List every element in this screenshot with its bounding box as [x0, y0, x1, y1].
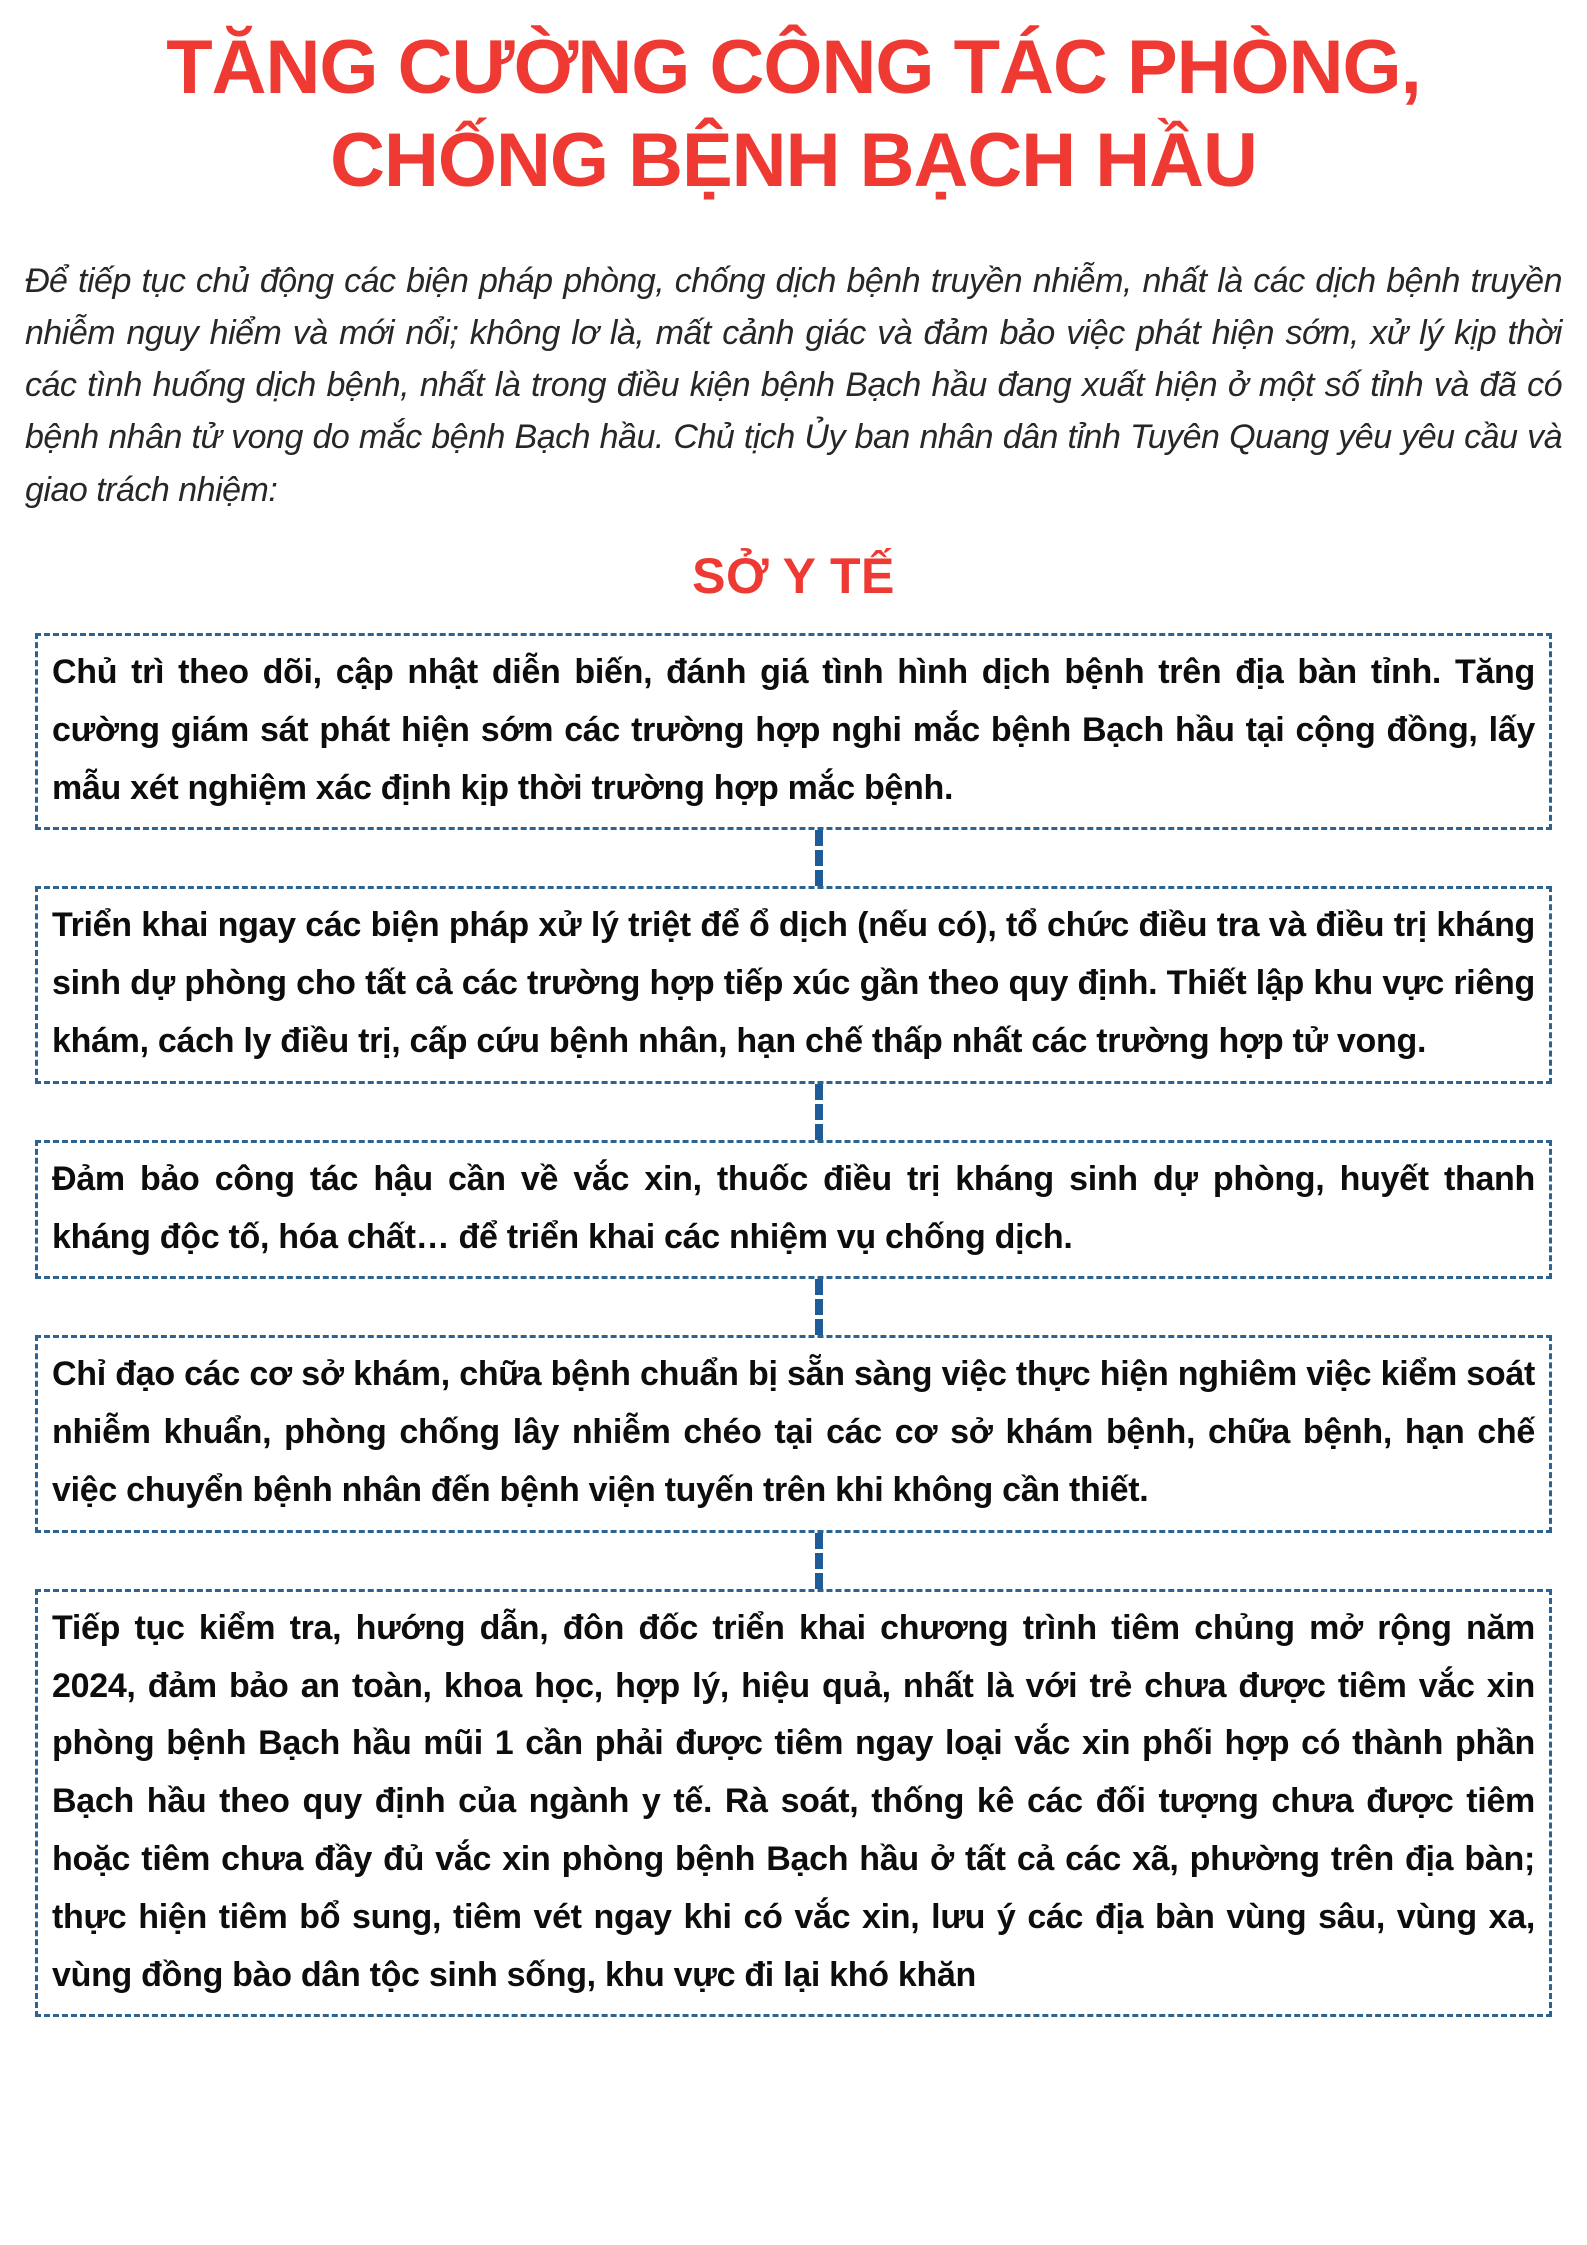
task-box-infection-control: Chỉ đạo các cơ sở khám, chữa bệnh chuẩn bị sẵn sàng việc thực hiện nghiêm việc kiểm soát nhiễm khuẩn, phòng chống lây nhiễm chéo tại các cơ sở khám bệnh, chữa bệnh, hạn chế việc chuyển bệnh nhân đến bệnh viện tuyến trên khi không cần thiết. [35, 1335, 1552, 1532]
connector-line [815, 1084, 823, 1140]
page-title: TĂNG CƯỜNG CÔNG TÁC PHÒNG, CHỐNG BỆNH BẠCH HẦU [166, 25, 1421, 203]
task-box-logistics: Đảm bảo công tác hậu cần về vắc xin, thuốc điều trị kháng sinh dự phòng, huyết thanh kháng độc tố, hóa chất… để triển khai các nhiệm vụ chống dịch. [35, 1140, 1552, 1280]
task-box-vaccination: Tiếp tục kiểm tra, hướng dẫn, đôn đốc triển khai chương trình tiêm chủng mở rộng năm 2024, đảm bảo an toàn, khoa học, hợp lý, hiệu quả, nhất là với trẻ chưa được tiêm vắc xin phòng bệnh Bạch hầu mũi 1 cần phải được tiêm ngay loại vắc xin phối hợp có thành phần Bạch hầu theo quy định của ngành y tế. Rà soát, thống kê các đối tượng chưa được tiêm hoặc tiêm chưa đầy đủ vắc xin phòng bệnh Bạch hầu ở tất cả các xã, phường trên địa bàn; thực hiện tiêm bổ sung, tiêm vét ngay khi có vắc xin, lưu ý các địa bàn vùng sâu, vùng xa, vùng đồng bào dân tộc sinh sống, khu vực đi lại khó khăn [35, 1589, 1552, 2018]
connector-line [815, 1279, 823, 1335]
task-list [35, 633, 1552, 2017]
connector-line [815, 1533, 823, 1589]
task-box-outbreak-response: Triển khai ngay các biện pháp xử lý triệt để ổ dịch (nếu có), tổ chức điều tra và điều trị kháng sinh dự phòng cho tất cả các trường hợp tiếp xúc gần theo quy định. Thiết lập khu vực riêng khám, cách ly điều trị, cấp cứu bệnh nhân, hạn chế thấp nhất các trường hợp tử vong. [35, 886, 1552, 1083]
section-heading-so-y-te: SỞ Y TẾ [692, 547, 895, 604]
connector-line [815, 830, 823, 886]
intro-paragraph: Để tiếp tục chủ động các biện pháp phòng, chống dịch bệnh truyền nhiễm, nhất là các dịch bệnh truyền nhiễm nguy hiểm và mới nổi; không lơ là, mất cảnh giác và đảm bảo việc phát hiện sớm, xử lý kịp thời các tình huống dịch bệnh, nhất là trong điều kiện bệnh Bạch hầu đang xuất hiện ở một số tỉnh và đã có bệnh nhân tử vong do mắc bệnh Bạch hầu. Chủ tịch Ủy ban nhân dân tỉnh Tuyên Quang yêu yêu cầu và giao trách nhiệm: [25, 262, 1562, 509]
task-box-surveillance: Chủ trì theo dõi, cập nhật diễn biến, đánh giá tình hình dịch bệnh trên địa bàn tỉnh. Tăng cường giám sát phát hiện sớm các trường hợp nghi mắc bệnh Bạch hầu tại cộng đồng, lấy mẫu xét nghiệm xác định kịp thời trường hợp mắc bệnh. [35, 633, 1552, 830]
